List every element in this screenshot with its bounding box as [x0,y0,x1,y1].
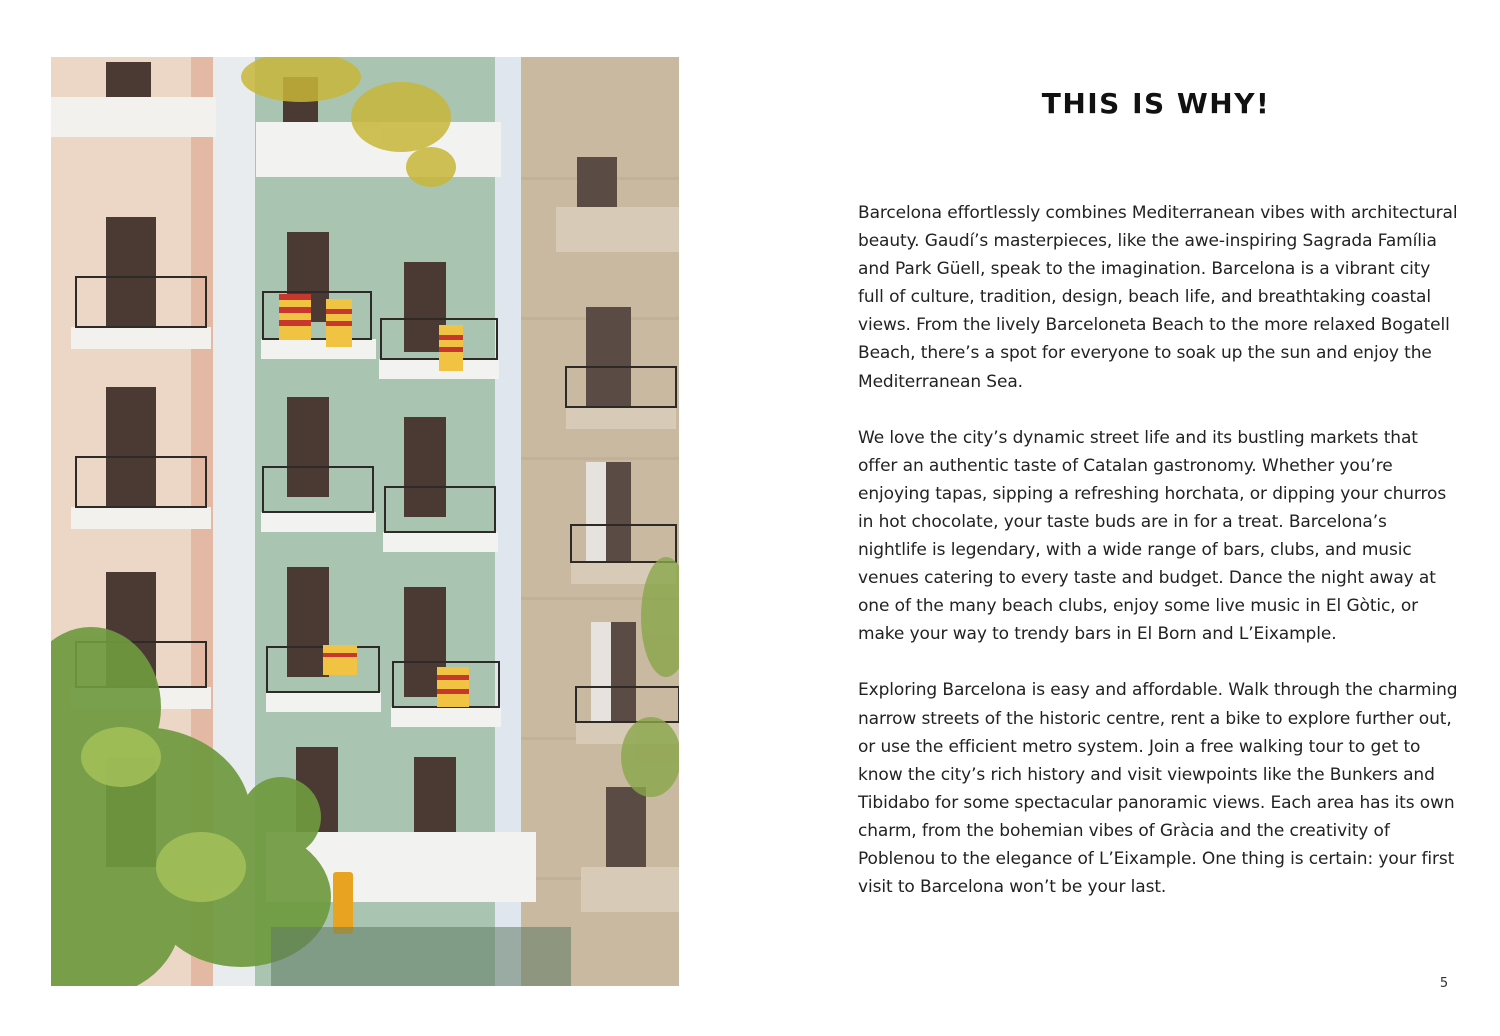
page-heading: THIS IS WHY! [1041,87,1271,120]
page-number: 5 [1439,976,1449,991]
facade-illustration [51,57,679,986]
building-facade-photo [51,57,679,986]
paragraph-street-life: We love the city’s dynamic street life and its bustling markets that offer an authentic taste of Catalan gastronomy. Whether you’re enjoying tapas, sipping a refreshing horchata, or dipping your churros in hot chocolate, your taste buds are in for a treat. Barcelona’s nightlife is legendary, with a wide range of bars, clubs, and music venues catering to every taste and budget. Dance the night away at one of the many beach clubs, enjoy some live music in El Gòtic, or make your way to trendy bars in El Born and L’Eixample. [858,427,1447,645]
body-text [858,199,1458,929]
paragraph-intro: Barcelona effortlessly combines Mediterranean vibes with architectural beauty. Gaudí’s masterpieces, like the awe-inspiring Sagrada Família and Park Güell, speak to the imagination. Barcelona is a vibrant city full of culture, tradition, design, beach life, and breathtaking coastal views. From the lively Barceloneta Beach to the more relaxed Bogatell Beach, there’s a spot for everyone to soak up the sun and enjoy the Mediterranean Sea. [858,203,1458,392]
paragraph-exploring: Exploring Barcelona is easy and affordable. Walk through the charming narrow streets of the historic centre, rent a bike to explore further out, or use the efficient metro system. Join a free walking tour to get to know the city’s rich history and visit viewpoints like the Bunkers and Tibidabo for some spectacular panoramic views. Each area has its own charm, from the bohemian vibes of Gràcia and the creativity of Poblenou to the elegance of L’Eixample. One thing is certain: your first visit to Barcelona won’t be your last. [858,680,1458,898]
